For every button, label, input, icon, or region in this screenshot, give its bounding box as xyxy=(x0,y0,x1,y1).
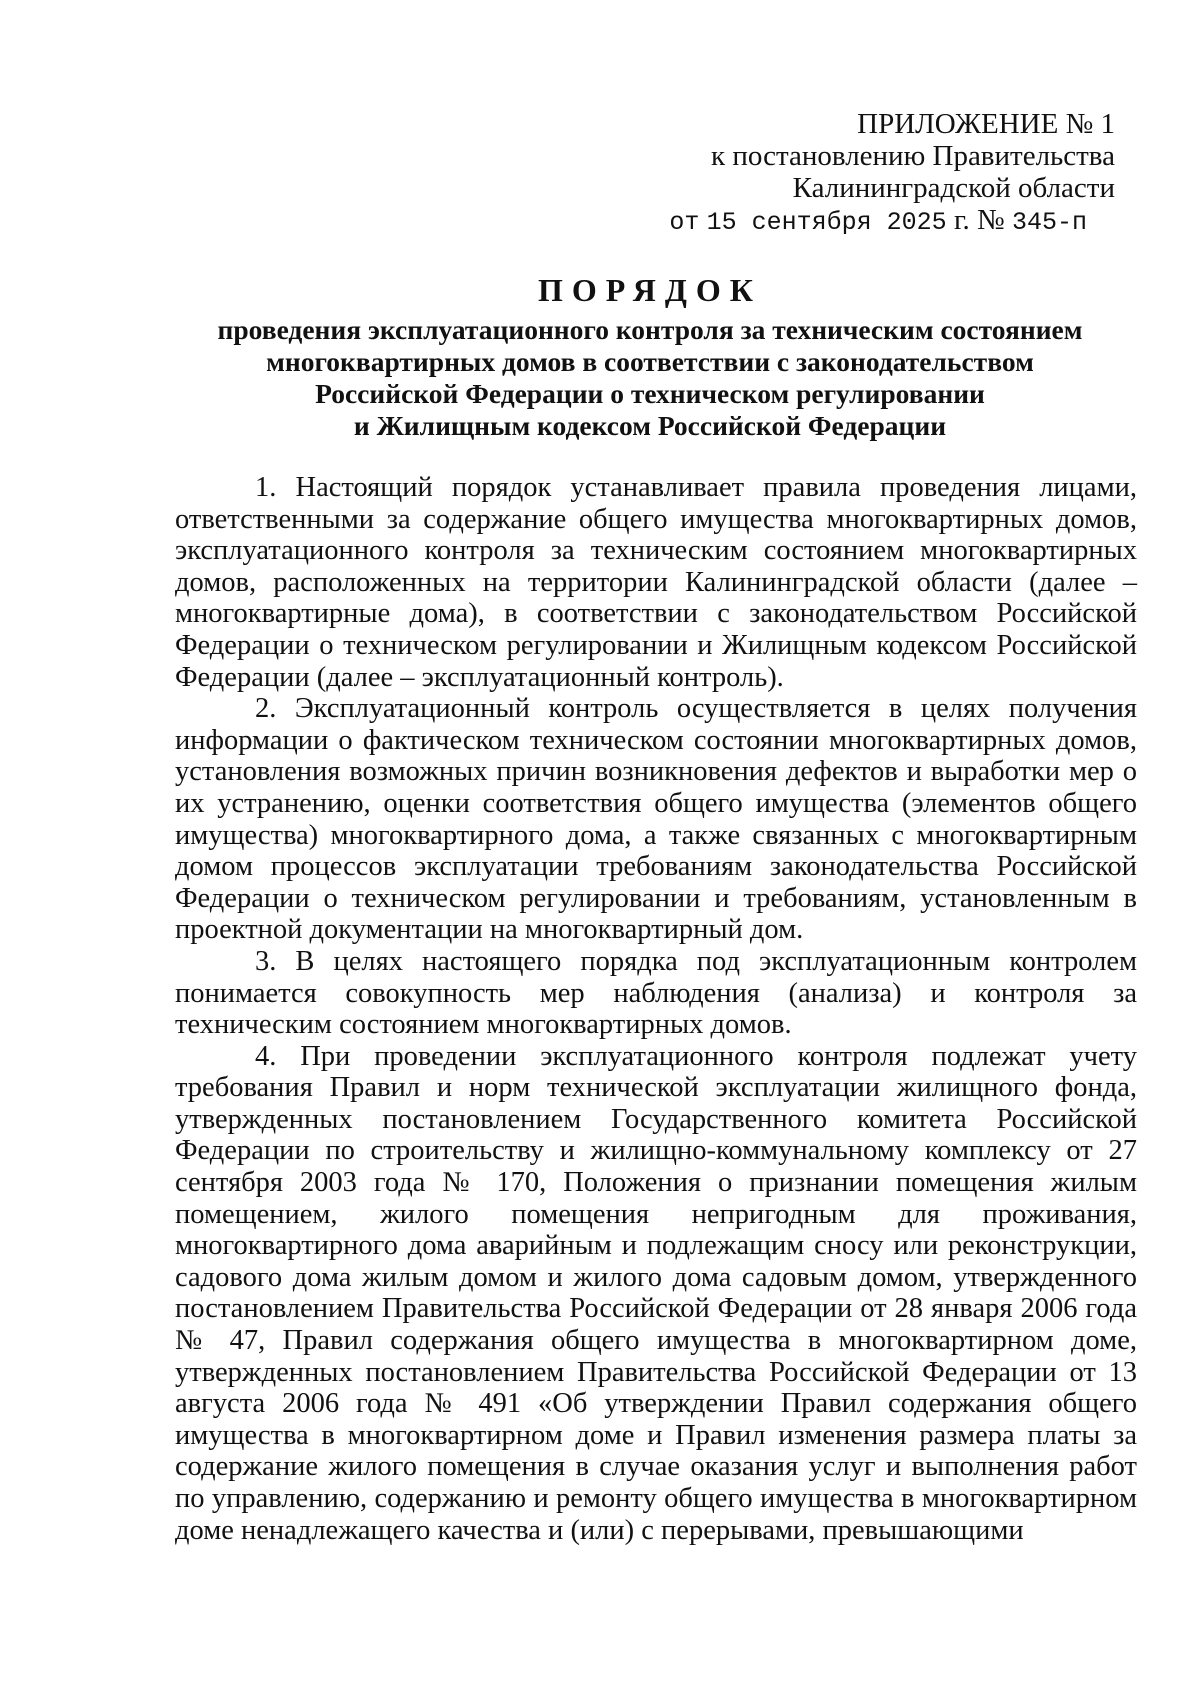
document-subtitle xyxy=(160,314,1140,442)
annex-region-line: Калининградской области xyxy=(792,172,1115,204)
annex-resolution-line: к постановлению Правительства xyxy=(711,140,1115,172)
paragraph-2: 2. Эксплуатационный контроль осуществляется в целях получения информации о фактическом техническом состоянии многоквартирных домов, установления возможных причин возникновения дефектов и выработки мер о их устранению, оценки соответствия общего имущества (элементов общего имущества) многоквартирного дома, а также связанных с многоквартирным домом процессов эксплуатации требованиям законодательства Российской Федерации о техническом регулировании и требованиям, установленным в проектной документации на многоквартирный дом. xyxy=(175,693,1137,946)
document-body xyxy=(175,472,1137,1546)
paragraph-4: 4. При проведении эксплуатационного контроля подлежат учету требования Правил и норм технической эксплуатации жилищного фонда, утвержденных постановлением Государственного комитета Российской Федерации по строительству и жилищно-коммунальному комплексу от 27 сентября 2003 года № 170, Положения о признании помещения жилым помещением, жилого помещения непригодным для проживания, многоквартирного дома аварийным и подлежащим сносу или реконструкции, садового дома жилым домом и жилого дома садовым домом, утвержденного постановлением Правительства Российской Федерации от 28 января 2006 года № 47, Правил содержания общего имущества в многоквартирном доме, утвержденных постановлением Правительства Российской Федерации от 13 августа 2006 года № 491 «Об утверждении Правил содержания общего имущества в многоквартирном доме и Правил изменения размера платы за содержание жилого помещения в случае оказания услуг и выполнения работ по управлению, содержанию и ремонту общего имущества в многоквартирном доме ненадлежащего качества и (или) с перерывами, превышающими xyxy=(175,1040,1137,1546)
annex-number: 345-п xyxy=(1011,208,1087,237)
annex-date-prefix: от xyxy=(669,208,700,237)
subtitle-line: и Жилищным кодексом Российской Федерации xyxy=(353,410,947,441)
annex-block xyxy=(615,108,1115,239)
subtitle-line: проведения эксплуатационного контроля за техническим состоянием xyxy=(217,314,1083,345)
annex-title: ПРИЛОЖЕНИЕ № 1 xyxy=(857,108,1115,140)
paragraph-1: 1. Настоящий порядок устанавливает правила проведения лицами, ответственными за содержание общего имущества многоквартирных домов, эксплуатационного контроля за техническим состоянием многоквартирных домов, расположенных на территории Калининградской области (далее – многоквартирные дома), в соответствии с законодательством Российской Федерации о техническом регулировании и Жилищным кодексом Российской Федерации (далее – эксплуатационный контроль). xyxy=(175,472,1137,693)
paragraph-3: 3. В целях настоящего порядка под эксплуатационным контролем понимается совокупность мер наблюдения (анализа) и контроля за техническим состоянием многоквартирных домов. xyxy=(175,945,1137,1041)
document-heading xyxy=(160,270,1140,442)
subtitle-line: многоквартирных домов в соответствии с законодательством xyxy=(266,346,1034,377)
subtitle-line: Российской Федерации о техническом регулировании xyxy=(315,378,985,409)
document-title: ПОРЯДОК xyxy=(538,272,762,308)
annex-number-label: г. № xyxy=(953,204,1005,236)
annex-date-line xyxy=(615,204,1115,239)
annex-date-value: 15 сентября 2025 xyxy=(706,208,947,237)
